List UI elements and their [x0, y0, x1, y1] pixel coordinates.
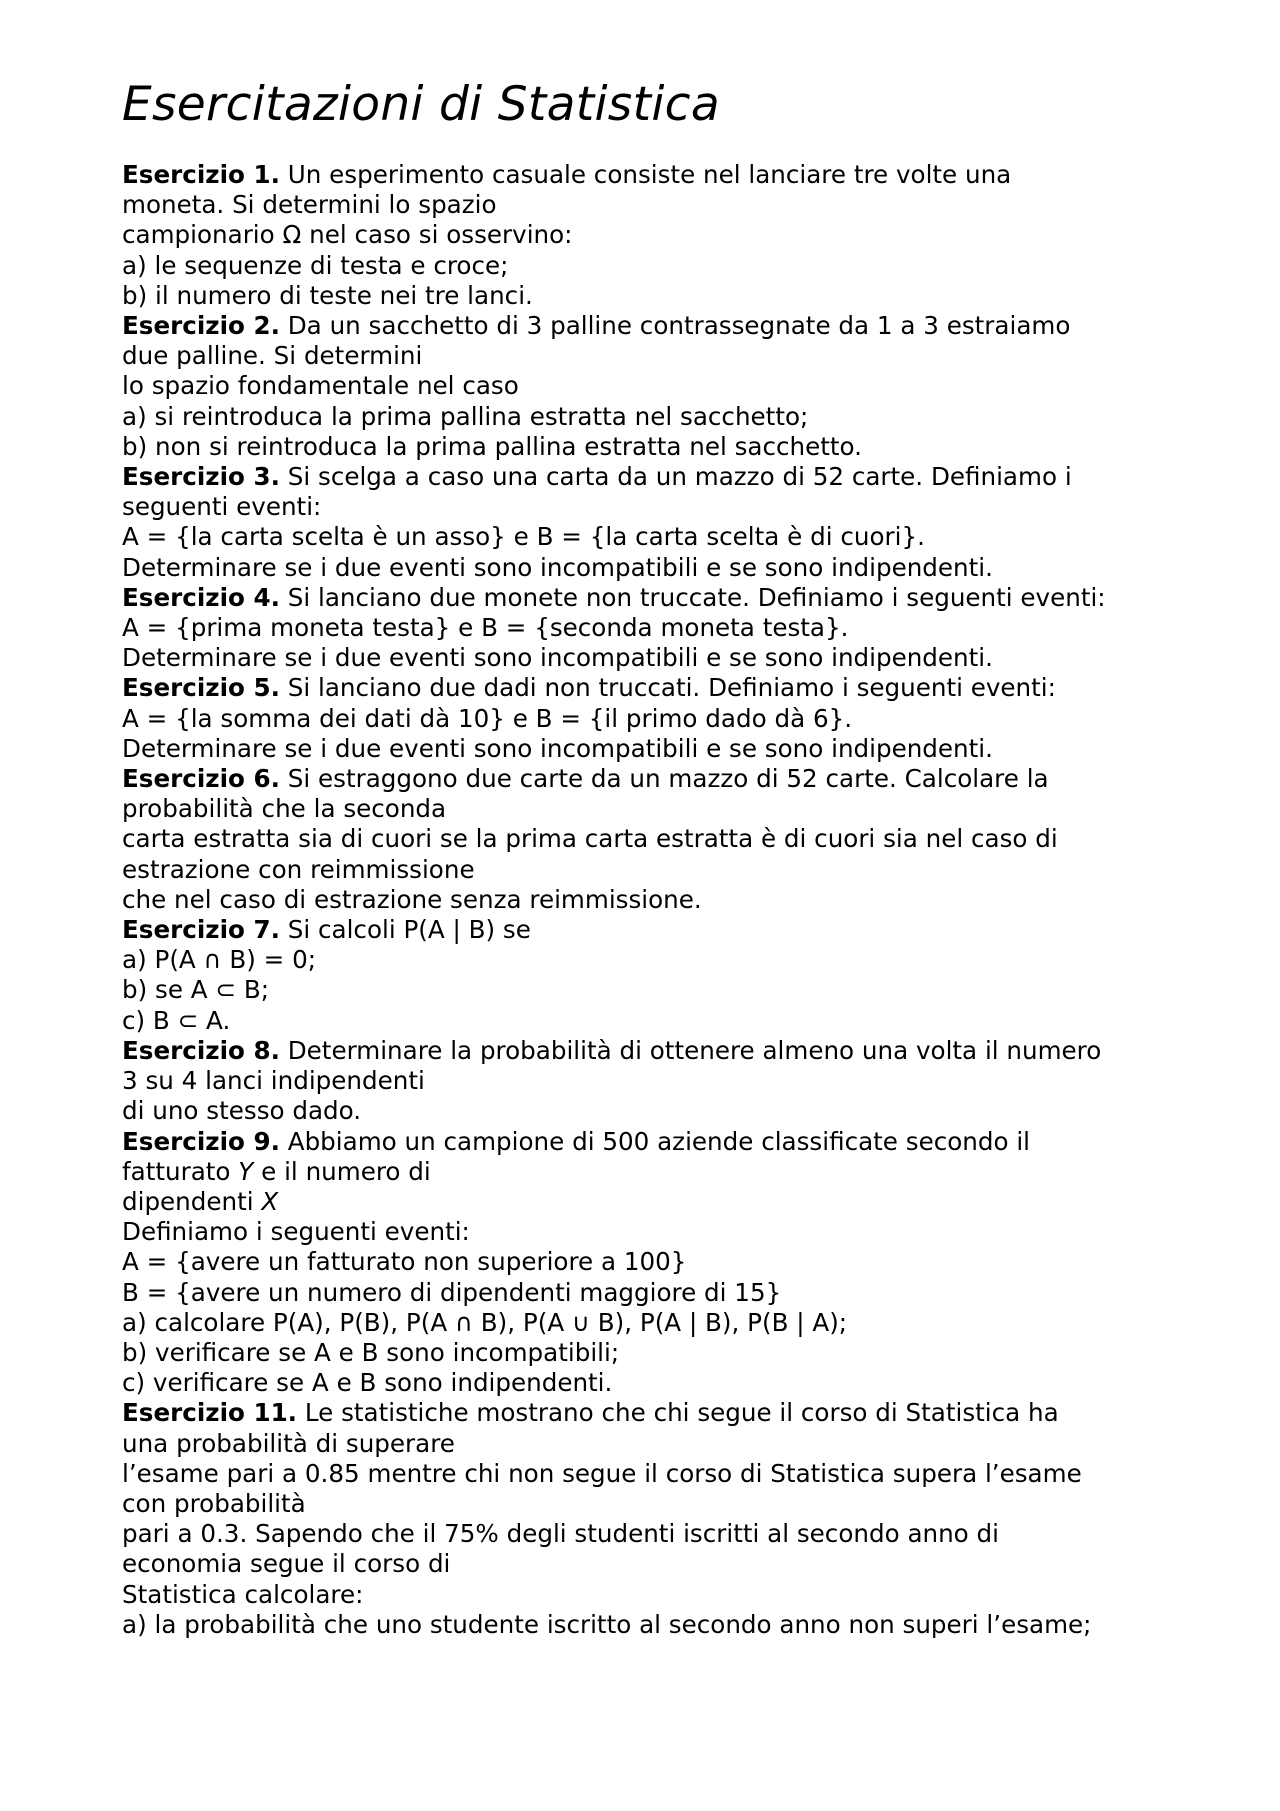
exercise-1 [122, 160, 1182, 311]
exercise-line: con probabilità [122, 1488, 306, 1518]
exercise-line [122, 1157, 1182, 1187]
exercise-label: Esercizio 6. [122, 764, 280, 794]
exercise-5 [122, 673, 1182, 764]
exercise-7 [122, 915, 1182, 1036]
variable-y: Y [238, 1156, 254, 1186]
exercise-heading-line [122, 915, 1182, 945]
exercise-line: A = {prima moneta testa} e B = {seconda moneta testa}. [122, 613, 849, 643]
exercise-text: Abbiamo un campione di 500 aziende classificate secondo il [279, 1126, 1030, 1156]
exercise-label: Esercizio 1. [122, 160, 280, 189]
exercise-heading-line [122, 1398, 1182, 1428]
exercise-line: c) B ⊂ A. [122, 1005, 231, 1035]
document-page [122, 70, 1182, 1640]
page-title: Esercitazioni di Statistica [122, 77, 720, 132]
exercise-label: Esercizio 8. [122, 1035, 280, 1065]
exercise-line: Determinare se i due eventi sono incompatibili e se sono indipendenti. [122, 643, 993, 673]
exercise-line: Determinare se i due eventi sono incompatibili e se sono indipendenti. [122, 733, 993, 763]
exercise-heading-line [122, 462, 1182, 492]
exercise-line: B = {avere un numero di dipendenti maggiore di 15} [122, 1277, 782, 1307]
exercise-text: Si calcoli P(A | B) se [279, 915, 531, 945]
exercise-line: b) verificare se A e B sono incompatibili; [122, 1337, 620, 1367]
exercise-9 [122, 1127, 1182, 1399]
exercise-text: fatturato [122, 1156, 239, 1186]
exercise-text: dipendenti [122, 1186, 262, 1216]
exercise-label: Esercizio 2. [122, 311, 280, 341]
exercise-text: Le statistiche mostrano che chi segue il corso di Statistica ha [297, 1398, 1059, 1428]
exercise-line: c) verificare se A e B sono indipendenti. [122, 1368, 613, 1398]
exercise-label: Esercizio 7. [122, 915, 280, 945]
exercise-line: a) calcolare P(A), P(B), P(A ∩ B), P(A ∪ B), P(A | B), P(B | A); [122, 1307, 848, 1337]
exercise-heading-line [122, 673, 1182, 703]
exercise-line: a) si reintroduca la prima pallina estratta nel sacchetto; [122, 401, 809, 431]
exercise-line: Definiamo i seguenti eventi: [122, 1217, 470, 1247]
exercise-label: Esercizio 9. [122, 1126, 280, 1156]
exercise-line: A = {la somma dei dati dà 10} e B = {il primo dado dà 6}. [122, 703, 853, 733]
exercise-line: di uno stesso dado. [122, 1096, 362, 1126]
exercise-text: Si lanciano due monete non truccate. Definiamo i seguenti eventi: [279, 582, 1106, 612]
exercise-2 [122, 311, 1182, 462]
exercise-3 [122, 462, 1182, 583]
exercise-6 [122, 764, 1182, 915]
exercise-label: Esercizio 4. [122, 582, 280, 612]
exercise-text: Da un sacchetto di 3 palline contrassegnate da 1 a 3 estraiamo [279, 311, 1071, 341]
exercise-text: Un esperimento casuale consiste nel lanciare tre volte una [279, 160, 1012, 189]
exercise-line: seguenti eventi: [122, 492, 322, 522]
exercise-line: A = {avere un fatturato non superiore a 100} [122, 1247, 687, 1277]
exercise-line [122, 1187, 1182, 1217]
exercise-label: Esercizio 5. [122, 673, 280, 703]
exercise-text: Si estraggono due carte da un mazzo di 52 carte. Calcolare la [279, 764, 1049, 794]
exercise-line: lo spazio fondamentale nel caso [122, 371, 519, 401]
exercise-heading-line [122, 1127, 1182, 1157]
exercise-text: e il numero di [253, 1156, 431, 1186]
exercise-line: moneta. Si determini lo spazio [122, 190, 497, 220]
exercise-label: Esercizio 11. [122, 1398, 298, 1428]
exercise-line: a) le sequenze di testa e croce; [122, 250, 509, 280]
exercise-line: a) la probabilità che uno studente iscritto al secondo anno non superi l’esame; [122, 1609, 1092, 1639]
exercise-line: probabilità che la seconda [122, 794, 447, 824]
exercise-4 [122, 583, 1182, 674]
exercise-line: A = {la carta scelta è un asso} e B = {la carta scelta è di cuori}. [122, 522, 925, 552]
exercise-11 [122, 1398, 1182, 1640]
exercise-line: b) non si reintroduca la prima pallina estratta nel sacchetto. [122, 431, 862, 461]
exercise-heading-line [122, 311, 1182, 341]
exercise-text: Determinare la probabilità di ottenere almeno una volta il numero [279, 1035, 1102, 1065]
exercise-line: che nel caso di estrazione senza reimmissione. [122, 884, 702, 914]
exercise-line: Statistica calcolare: [122, 1579, 364, 1609]
exercise-line: una probabilità di superare [122, 1428, 455, 1458]
exercise-heading-line [122, 160, 1182, 190]
exercise-line: 3 su 4 lanci indipendenti [122, 1066, 425, 1096]
exercise-line: Determinare se i due eventi sono incompatibili e se sono indipendenti. [122, 552, 993, 582]
exercise-line: b) se A ⊂ B; [122, 975, 270, 1005]
exercise-8 [122, 1036, 1182, 1127]
exercise-line: pari a 0.3. Sapendo che il 75% degli studenti iscritti al secondo anno di [122, 1519, 999, 1549]
exercise-line: estrazione con reimmissione [122, 854, 475, 884]
exercise-heading-line [122, 764, 1182, 794]
exercise-text: Si lanciano due dadi non truccati. Definiamo i seguenti eventi: [279, 673, 1056, 703]
exercise-line: economia segue il corso di [122, 1549, 451, 1579]
exercise-line: l’esame pari a 0.85 mentre chi non segue il corso di Statistica supera l’esame [122, 1458, 1082, 1488]
exercise-line: carta estratta sia di cuori se la prima carta estratta è di cuori sia nel caso di [122, 824, 1058, 854]
exercise-label: Esercizio 3. [122, 462, 280, 492]
exercise-heading-line [122, 583, 1182, 613]
exercise-line: due palline. Si determini [122, 341, 423, 371]
variable-x: X [261, 1186, 279, 1216]
exercise-line: a) P(A ∩ B) = 0; [122, 945, 317, 975]
exercise-text: Si scelga a caso una carta da un mazzo di 52 carte. Definiamo i [279, 462, 1072, 492]
exercise-line: campionario Ω nel caso si osservino: [122, 220, 573, 250]
exercise-heading-line [122, 1036, 1182, 1066]
exercise-line: b) il numero di teste nei tre lanci. [122, 280, 533, 310]
